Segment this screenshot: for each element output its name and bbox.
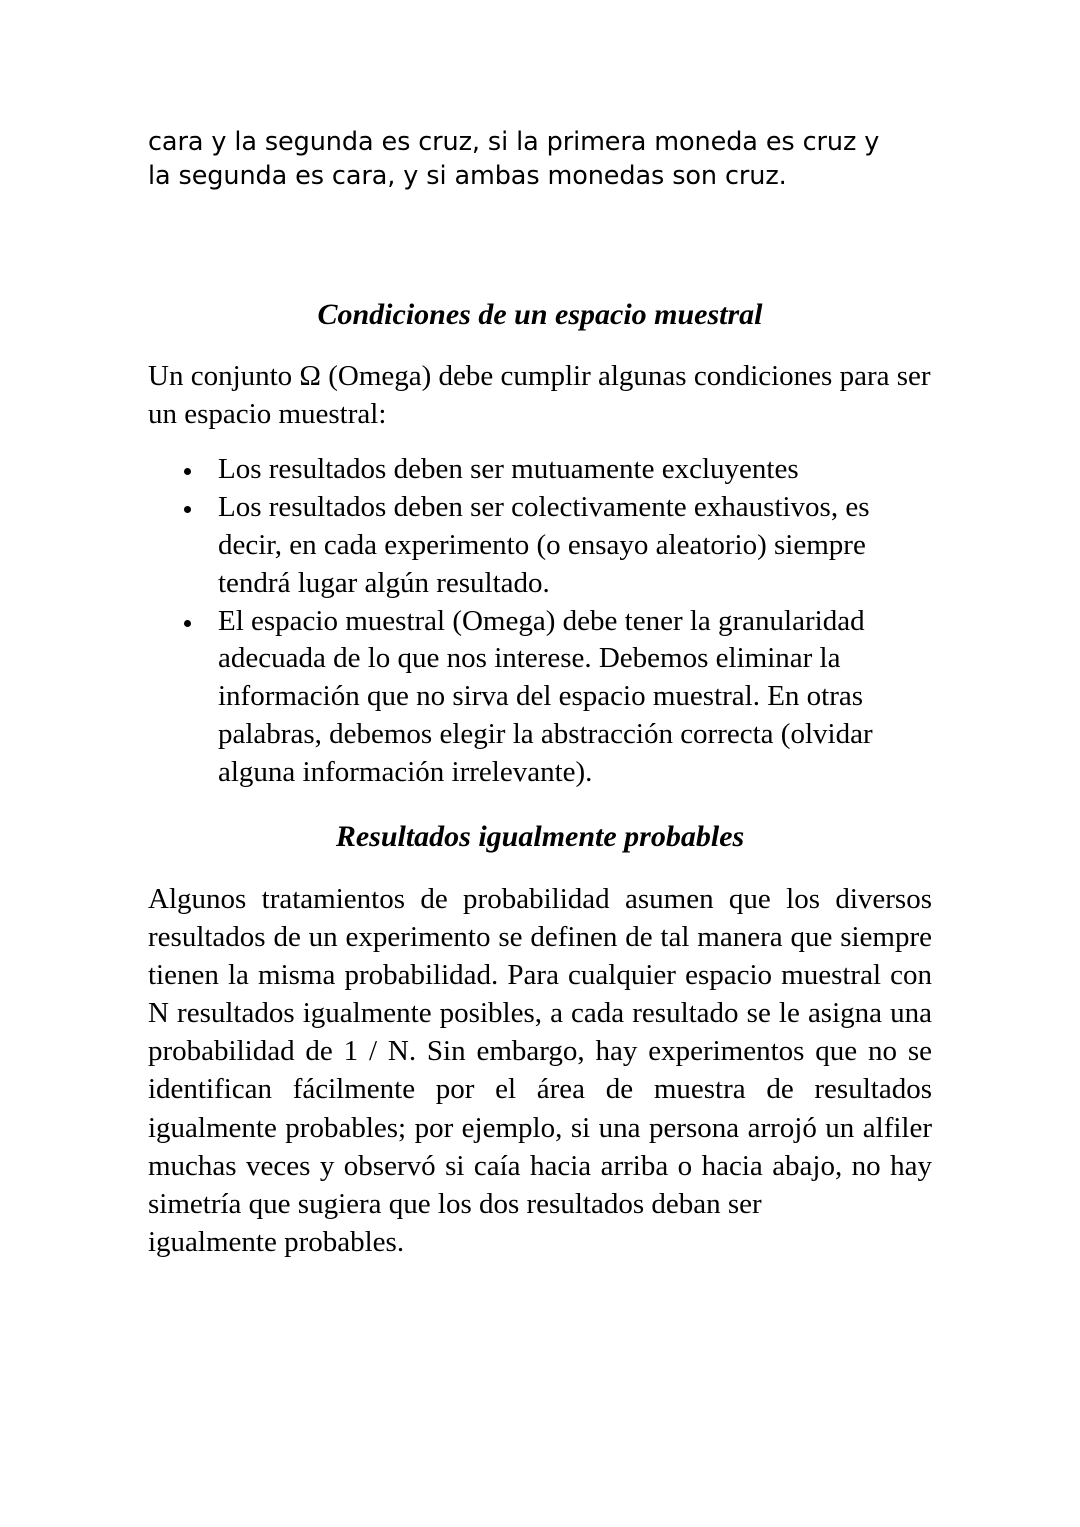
page-content: [148, 126, 932, 1261]
conditions-bullet-list: [148, 451, 932, 792]
intro-line-1: cara y la segunda es cruz, si la primera moneda es cruz y: [148, 127, 880, 157]
conditions-intro-paragraph: Un conjunto Ω (Omega) debe cumplir algunas condiciones para ser un espacio muestral:: [148, 359, 931, 430]
list-item: El espacio muestral (Omega) debe tener la granularidad adecuada de lo que nos interese. Debemos eliminar la información que no sirva del espacio muestral. En otras palabras, debemos elegir la abstracción correcta (olvidar alguna información irrelevante).: [148, 603, 932, 792]
equally-probable-paragraph: [148, 880, 932, 1261]
intro-paragraph: [148, 126, 932, 194]
list-item: Los resultados deben ser mutuamente excluyentes: [148, 451, 932, 489]
intro-line-2: la segunda es cara, y si ambas monedas son cruz.: [148, 160, 787, 191]
equally-probable-paragraph-text: Algunos tratamientos de probabilidad asumen que los diversos resultados de un experimento se definen de tal manera que siempre tienen la misma probabilidad. Para cualquier espacio muestral con N resultados igualmente posibles, a cada resultado se le asigna una probabilidad de 1 / N. Sin embargo, hay experimentos que no se identifican fácilmente por el área de muestra de resultados igualmente probables; por ejemplo, si una persona arrojó un alfiler muchas veces y observó si caía hacia arriba o hacia abajo, no hay simetría que sugiera que los dos resultados deban ser: [148, 882, 932, 1220]
section-heading-equally-probable: Resultados igualmente probables: [335, 819, 745, 853]
section-heading-conditions: Condiciones de un espacio muestral: [317, 297, 763, 331]
list-item: Los resultados deben ser colectivamente exhaustivos, es decir, en cada experimento (o ensayo aleatorio) siempre tendrá lugar algún resultado.: [148, 489, 932, 603]
equally-probable-paragraph-last-line: igualmente probables.: [148, 1225, 405, 1258]
